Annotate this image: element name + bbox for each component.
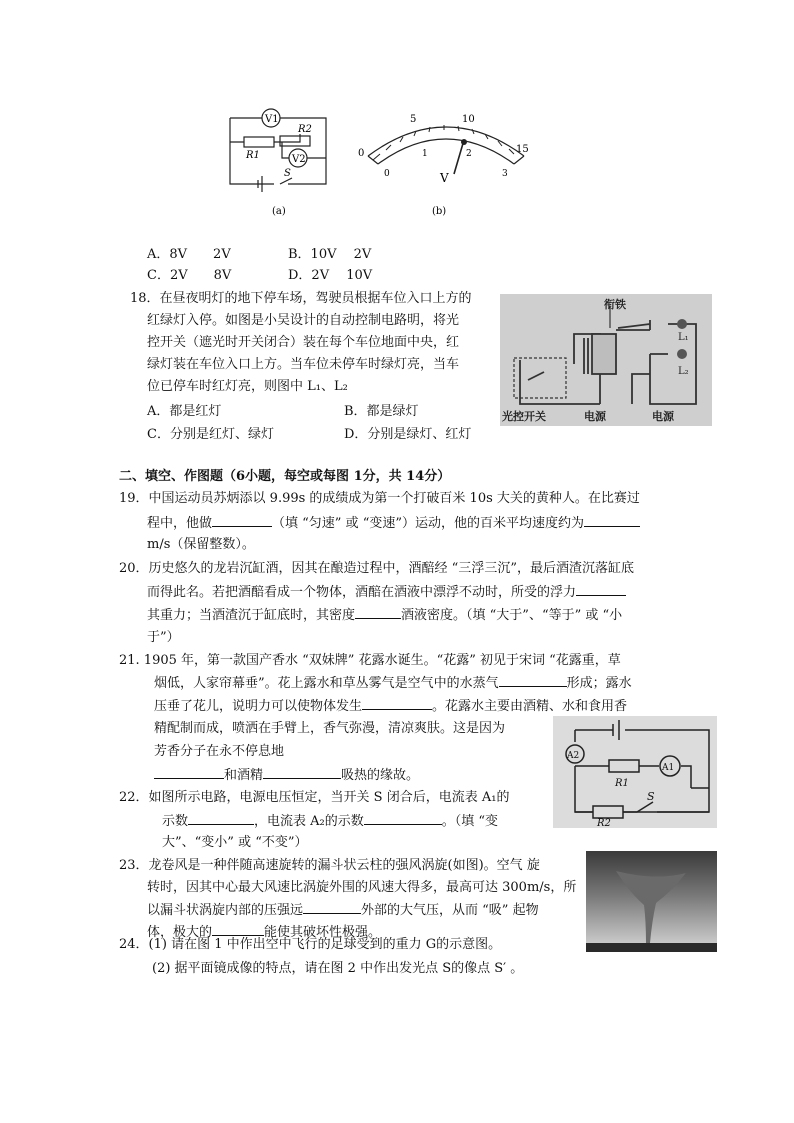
- q23-line-2: 转时，因其中心最大风速比涡旋外围的风速大得多，最高可达 300m/s，所: [147, 880, 577, 895]
- label-power-2: 电源: [652, 410, 674, 423]
- scale-bottom-1: 1: [422, 149, 428, 159]
- q18-line-2: 红绿灯入停。如图是小吴设计的自动控制电路明，将光: [147, 313, 460, 328]
- q21-blank-1[interactable]: [499, 672, 567, 687]
- meter-unit-v: V: [440, 171, 449, 185]
- q22-line-3: 大”、“变小” 或 “不变”）: [162, 835, 308, 850]
- circuit-figure-a: [222, 100, 342, 220]
- q23-line-3: [147, 899, 539, 922]
- q20-line-4: 于”）: [147, 630, 180, 645]
- q22-text-c: 。（填 “变: [441, 814, 499, 829]
- q21-line-3: [154, 695, 627, 718]
- q20-blank-1[interactable]: [576, 581, 626, 596]
- label-power-1: 电源: [584, 410, 606, 423]
- meter-pivot: [461, 139, 467, 145]
- q22-line-1: 22．如图所示电路，电源电压恒定，当开关 S 闭合后，电流表 A₁的: [119, 790, 510, 805]
- q19-blank-1[interactable]: [212, 512, 272, 527]
- q19-text-b: （填 “匀速” 或 “变速”）运动，他的百米平均速度约为: [272, 516, 584, 531]
- q19-line-3: m/s（保留整数）。: [147, 537, 255, 552]
- label-a2: A2: [567, 751, 580, 761]
- q20-text-b: 其重力；当酒渣沉于缸底时，其密度: [147, 608, 356, 623]
- q23-blank-1[interactable]: [303, 899, 361, 914]
- q20-text-a: 而得此名。若把酒醅看成一个物体，酒醅在酒液中漂浮不动时，所受的浮力: [147, 585, 577, 600]
- q20-line-1: 20．历史悠久的龙岩沉缸酒，因其在酿造过程中，酒醅经 “三浮三沉”，最后酒渣沉落缸底: [119, 561, 634, 576]
- caption-a: (a): [272, 206, 286, 217]
- q18-option-d: D．分别是绿灯、红灯: [344, 427, 472, 442]
- q22-text-b: ，电流表 A₂的示数: [254, 814, 364, 829]
- q17-option-c: C．2V 8V: [147, 268, 232, 283]
- q24-line-1: 24．(1) 请在图 1 中作出空中飞行的足球受到的重力 G的示意图。: [119, 937, 502, 952]
- q19-text-a: 程中，他做: [147, 516, 213, 531]
- q20-line-2: [147, 581, 626, 604]
- label-s: S: [284, 168, 291, 179]
- label-light-switch: 光控开关: [502, 410, 546, 423]
- q18-line-5: 位已停车时红灯亮，则图中 L₁、L₂: [147, 379, 348, 394]
- q21-blank-3[interactable]: [154, 764, 224, 779]
- scale-bottom-3: 3: [502, 169, 508, 179]
- q17-option-d: D．2V 10V: [288, 268, 373, 283]
- scale-top-15: 15: [516, 144, 529, 155]
- q21-text-a: 烟低，人家帘幕垂”。花上露水和草丛雾气是空气中的水蒸气: [154, 676, 499, 691]
- q21-text-b: 形成；露水: [566, 676, 632, 691]
- q21-text-e: 芳香分子在永不停息地: [154, 744, 285, 759]
- q18-line-4: 绿灯装在车位入口上方。当车位未停车时绿灯亮，当车: [147, 357, 460, 372]
- section-2-title: 二、填空、作图题（6小题，每空或每图 1分，共 14分）: [119, 469, 451, 484]
- scale-bottom-0: 0: [384, 169, 390, 179]
- label-l1: L₁: [678, 332, 689, 343]
- label-r2-b: R2: [597, 818, 611, 828]
- caption-b: (b): [432, 206, 447, 217]
- q19-blank-2[interactable]: [584, 512, 640, 527]
- scale-bottom-2: 2: [466, 149, 472, 159]
- meter-needle: [454, 140, 464, 174]
- q17-option-b: B．10V 2V: [288, 247, 372, 262]
- q18-line-3: 控开关（遮光时开关闭合）装在每个车位地面中央，红: [147, 335, 460, 350]
- q20-text-c: 酒液密度。（填 “大于”、“等于” 或 “小: [401, 608, 623, 623]
- q21-line-5: [154, 741, 284, 763]
- tornado-photo: [586, 851, 717, 952]
- label-s-b: S: [647, 790, 655, 803]
- q21-text-f: 和酒精: [224, 768, 264, 783]
- q18-option-b: B．都是绿灯: [344, 404, 419, 419]
- q22-text-a: 示数: [162, 814, 189, 829]
- q23-text-c: 体，极大的: [147, 925, 213, 940]
- q20-line-3: [147, 604, 622, 627]
- relay-circuit-photo: [500, 294, 712, 426]
- ammeter-circuit-photo: [553, 716, 717, 828]
- q23-text-d: 能使其破坏性极强。: [264, 925, 382, 940]
- q21-line-4: 精配制而成，喷洒在手臂上，香气弥漫，清凉爽肤。这是因为: [154, 721, 506, 736]
- q20-blank-2[interactable]: [355, 604, 401, 619]
- label-r1: R1: [246, 150, 260, 161]
- label-l2: L₂: [678, 366, 689, 377]
- q21-text-g: 吸热的缘故。: [341, 768, 420, 783]
- q21-line-6: [154, 764, 419, 787]
- label-r1-b: R1: [615, 778, 629, 789]
- q18-line-1: 18．在昼夜明灯的地下停车场，驾驶员根据车位入口上方的: [130, 291, 472, 306]
- q22-blank-1[interactable]: [188, 810, 254, 825]
- scale-top-10: 10: [462, 114, 475, 125]
- label-a1: A1: [662, 763, 675, 773]
- q17-option-a: A．8V 2V: [147, 247, 231, 262]
- label-v2: V2: [292, 154, 306, 165]
- q19-line-2: [147, 512, 640, 535]
- q21-line-1: 21. 1905 年，第一款国产香水 “双妹牌” 花露水诞生。“花露” 初见于宋词 “花露重，草: [119, 653, 621, 668]
- voltmeter-dial-figure-b: [356, 104, 536, 220]
- q23-text-a: 以漏斗状涡旋内部的压强远: [147, 903, 304, 918]
- q21-text-d: 。花露水主要由酒精、水和食用香: [432, 699, 628, 714]
- q21-text-c: 压垂了花儿，说明力可以使物体发生: [154, 699, 363, 714]
- q21-line-2: [154, 672, 632, 695]
- q24-line-2: (2) 据平面镜成像的特点，请在图 2 中作出发光点 S的像点 S′ 。: [152, 961, 524, 976]
- q21-blank-2[interactable]: [362, 695, 432, 710]
- label-r2: R2: [298, 124, 312, 135]
- q21-blank-4[interactable]: [263, 764, 341, 779]
- label-v1: V1: [265, 114, 279, 125]
- q18-option-c: C．分别是红灯、绿灯: [147, 427, 274, 442]
- q18-option-a: A．都是红灯: [147, 404, 222, 419]
- q22-line-2: [162, 810, 498, 833]
- label-armature: 衔铁: [604, 298, 626, 311]
- q23-text-b: 外部的大气压，从而 “吸” 起物: [361, 903, 539, 918]
- scale-top-5: 5: [410, 114, 417, 125]
- q22-blank-2[interactable]: [364, 810, 442, 825]
- scale-top-0: 0: [358, 148, 365, 159]
- q19-line-1: 19．中国运动员苏炳添以 9.99s 的成绩成为第一个打破百米 10s 大关的黄种人。在比赛过: [119, 491, 640, 506]
- q23-line-1: 23．龙卷风是一种伴随高速旋转的漏斗状云柱的强风涡旋(如图)。空气 旋: [119, 858, 540, 873]
